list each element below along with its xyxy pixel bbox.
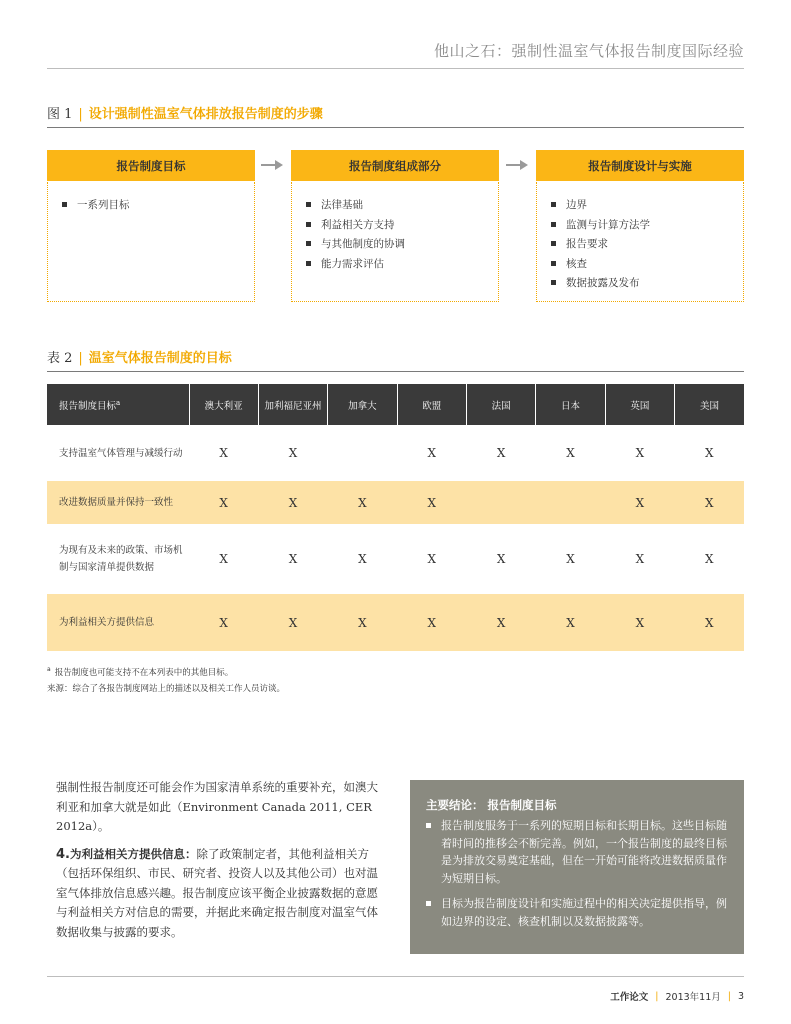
figure-title [47, 103, 323, 122]
source-note: 来源：综合了各报告制度网站上的描述以及相关工作人员访谈。 [47, 683, 286, 694]
step-heading: 报告制度组成部分 [291, 150, 499, 181]
mark-cell: X [258, 594, 327, 651]
list-item-text: 能力需求评估 [321, 257, 384, 270]
list-item [426, 817, 728, 887]
title-separator: | [78, 351, 83, 366]
arrow-right-icon [506, 160, 528, 170]
figure-number: 图 1 [47, 107, 73, 122]
mark-cell: X [496, 446, 506, 460]
list-item-text: 目标为报告制度设计和实施过程中的相关决定提供指导，例如边界的设定、核查机制以及数据披露等。 [441, 897, 727, 928]
footer-label: 工作论文 [610, 992, 649, 1003]
step-box-components [291, 150, 499, 302]
footer-separator: | [727, 990, 731, 1002]
key-findings-title: 主要结论： 报告制度目标 [426, 798, 557, 812]
mark-cell: X [189, 481, 258, 524]
mark-cell: X [427, 446, 437, 460]
bullet-icon [306, 261, 311, 266]
mark-cell: X [219, 446, 228, 460]
bullet-icon [551, 280, 556, 285]
table-title [47, 347, 232, 366]
list-item [551, 195, 743, 215]
body-text [56, 778, 386, 950]
list-item-text: 监测与计算方法学 [566, 218, 650, 231]
mark-cell: X [496, 552, 506, 566]
list-item [426, 895, 728, 930]
footer-date: 2013年11月 [665, 992, 721, 1003]
column-header: 欧盟 [397, 384, 466, 425]
paragraph: 强制性报告制度还可能会作为国家清单系统的重要补充，如澳大利亚和加拿大就是如此（Environment Canada 2011, CER 2012a）。 [56, 780, 378, 833]
column-header: 加利福尼亚州 [258, 384, 327, 425]
list-item-text: 与其他制度的协调 [321, 238, 405, 251]
arrow-right-icon [261, 160, 283, 170]
mark-cell: X [427, 552, 437, 566]
column-header: 加拿大 [328, 384, 397, 425]
bullet-icon [306, 202, 311, 207]
goals-table [47, 384, 744, 651]
column-header: 日本 [536, 384, 605, 425]
list-item-text: 利益相关方支持 [321, 218, 395, 231]
mark-cell: X [258, 481, 327, 524]
table-row [47, 425, 744, 481]
bullet-icon [551, 241, 556, 246]
mark-cell: X [605, 481, 674, 524]
mark-cell: X [219, 552, 228, 566]
list-item [551, 254, 743, 274]
column-header: 美国 [675, 384, 744, 425]
mark-cell: X [566, 552, 575, 566]
mark-cell: X [328, 481, 397, 524]
step-heading: 报告制度目标 [47, 150, 255, 181]
mark-cell: X [467, 594, 536, 651]
mark-cell: X [675, 481, 744, 524]
page-header [47, 38, 744, 69]
column-header: 英国 [605, 384, 674, 425]
bullet-icon [551, 261, 556, 266]
list-item-text: 核查 [566, 257, 587, 270]
mark-cell [328, 425, 397, 481]
table-footnotes [47, 662, 285, 697]
bullet-icon [551, 222, 556, 227]
list-item-text: 一系列目标 [77, 199, 130, 212]
mark-cell: X [397, 481, 466, 524]
mark-cell: X [358, 552, 367, 566]
step-body [291, 182, 499, 302]
list-item [551, 273, 743, 293]
bullet-icon [306, 222, 311, 227]
mark-cell: X [705, 552, 714, 566]
mark-cell: X [288, 552, 298, 566]
table-row [47, 524, 744, 594]
list-item-text: 法律基础 [321, 199, 363, 212]
mark-cell [536, 481, 605, 524]
step-body [47, 182, 255, 302]
list-item [551, 215, 743, 235]
mark-cell: X [397, 594, 466, 651]
bullet-icon [426, 901, 431, 906]
bullet-icon [62, 202, 67, 207]
mark-cell: X [675, 594, 744, 651]
title-separator: | [78, 107, 83, 122]
header-title: 他山之石：强制性温室气体报告制度国际经验 [433, 42, 744, 60]
table-number: 表 2 [47, 351, 73, 366]
mark-cell: X [328, 594, 397, 651]
goal-cell: 为利益相关方提供信息 [47, 594, 189, 651]
list-item-text: 边界 [566, 199, 587, 212]
step-body [536, 182, 744, 302]
footer-separator: | [655, 990, 659, 1002]
goal-cell: 改进数据质量并保持一致性 [47, 481, 189, 524]
bullet-icon [426, 823, 431, 828]
goal-cell: 为现有及未来的政策、市场机制与国家清单提供数据 [59, 545, 183, 573]
numbered-item [56, 845, 386, 943]
bullet-icon [306, 241, 311, 246]
column-header: 报告制度目标$^a$ [47, 384, 189, 425]
table-row [47, 481, 744, 524]
list-item [306, 215, 498, 235]
column-header: 法国 [467, 384, 536, 425]
list-item [306, 195, 498, 215]
divider [47, 976, 744, 977]
mark-cell: X [288, 446, 298, 460]
step-box-design [536, 150, 744, 302]
list-item [551, 234, 743, 254]
list-item-text: 报告要求 [566, 238, 608, 251]
page-number: 3 [737, 990, 744, 1002]
list-item [62, 195, 254, 215]
mark-cell: X [605, 594, 674, 651]
list-item [306, 254, 498, 274]
key-findings-box [410, 780, 744, 954]
page-footer [610, 989, 744, 1003]
column-header: 澳大利亚 [189, 384, 258, 425]
table-title-text: 温室气体报告制度的目标 [88, 351, 232, 366]
mark-cell: X [635, 552, 645, 566]
goal-cell: 支持温室气体管理与减缓行动 [59, 447, 183, 459]
mark-cell: X [189, 594, 258, 651]
mark-cell: X [536, 594, 605, 651]
step-box-goals [47, 150, 255, 302]
table-header-row [47, 384, 744, 425]
bullet-icon [551, 202, 556, 207]
item-number: 4. [56, 846, 70, 862]
item-title: 为利益相关方提供信息： [69, 846, 197, 861]
figure-title-text: 设计强制性温室气体排放报告制度的步骤 [88, 107, 323, 122]
mark-cell [467, 481, 536, 524]
mark-cell: X [566, 446, 575, 460]
item-text: 除了政策制定者，其他利益相关方（包括环保组织、市民、研究者、投资人以及其他公司）也对温室气体排放信息感兴趣。报告制度应该平衡企业披露数据的意愿与利益相关方对信息的需要，并据此来确定报告制度对温室气体数据收集与披露的要求。 [56, 846, 378, 939]
list-item [306, 234, 498, 254]
list-item-text: 数据披露及发布 [566, 277, 640, 290]
divider [47, 127, 744, 128]
divider [47, 371, 744, 372]
step-heading: 报告制度设计与实施 [536, 150, 744, 181]
footnote: $^a$ 报告制度也可能支持不在本列表中的其他目标。 [47, 666, 234, 678]
table-row [47, 594, 744, 651]
mark-cell: X [705, 446, 714, 460]
mark-cell: X [635, 446, 645, 460]
list-item-text: 报告制度服务于一系列的短期目标和长期目标。这些目标随着时间的推移会不断完善。例如，一个报告制度的最终目标是为排放交易奠定基础，但在一开始可能将改进数据质量作为短期目标。 [441, 819, 727, 885]
